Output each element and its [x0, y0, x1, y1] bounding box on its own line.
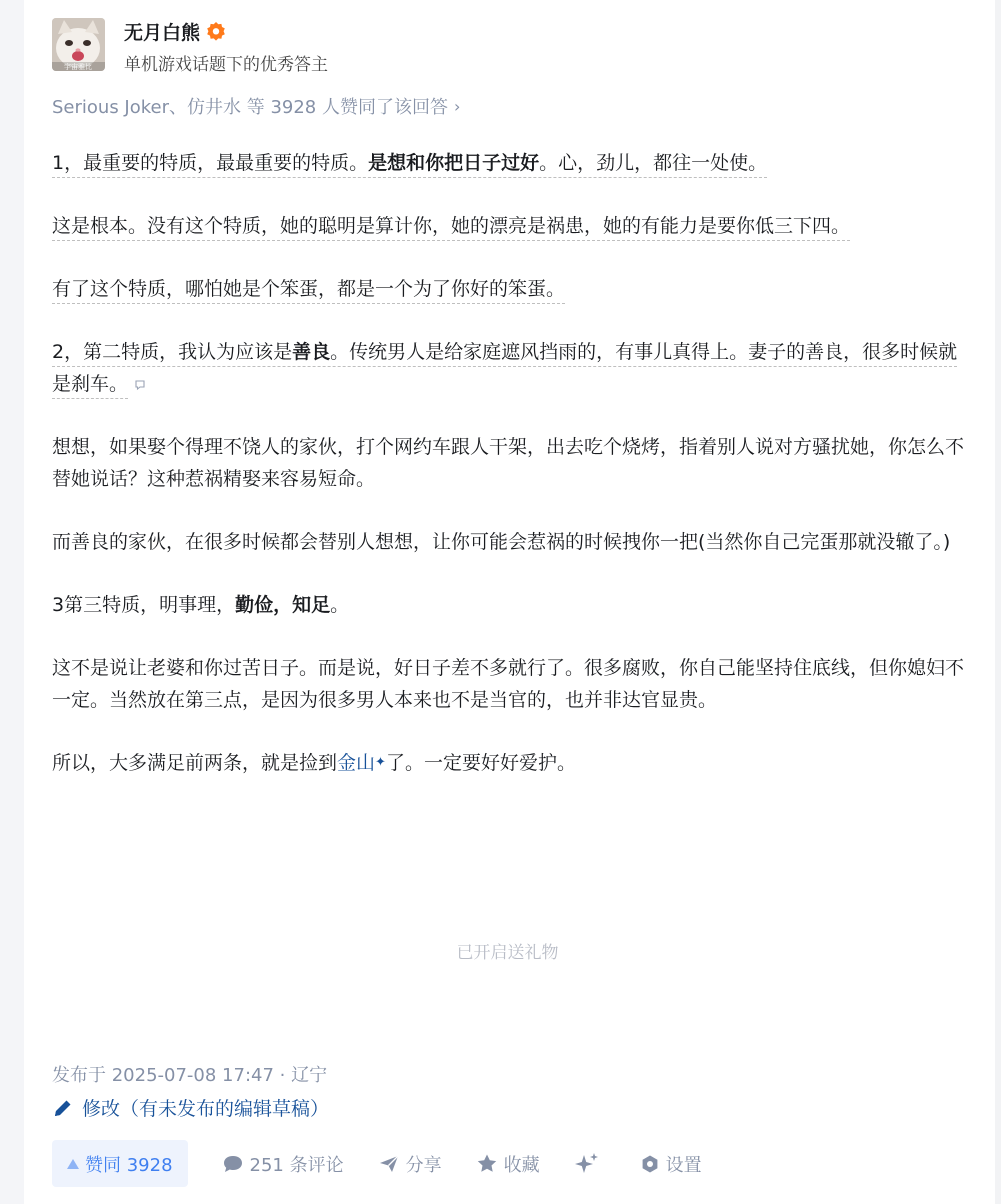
- comment-bubble-icon: [222, 1154, 244, 1174]
- gear-icon: [640, 1154, 660, 1174]
- ai-sparkle-icon: [574, 1152, 600, 1176]
- author-description: 单机游戏话题下的优秀答主: [124, 55, 328, 75]
- edit-button[interactable]: [52, 1094, 329, 1121]
- star-icon: [476, 1153, 498, 1174]
- likers-summary[interactable]: [52, 93, 460, 119]
- chevron-right-icon: ›: [453, 96, 461, 116]
- avatar-watermark: 宇宙雅比: [64, 63, 92, 71]
- collect-label: 收藏: [503, 1154, 540, 1176]
- edit-label: 修改（有未发布的编辑草稿）: [82, 1098, 330, 1120]
- author-name[interactable]: 无月白熊: [124, 21, 201, 44]
- comments-button[interactable]: [222, 1151, 344, 1177]
- upvote-button[interactable]: [52, 1140, 188, 1187]
- paragraph-7: 3第三特质，明事理，勤俭，知足。: [52, 594, 350, 616]
- share-label: 分享: [405, 1154, 442, 1176]
- likers-text: Serious Joker、仿井水 等 3928 人赞同了该回答: [52, 97, 448, 118]
- author-name-row: [124, 18, 226, 44]
- sparkle-icon: ✦: [375, 755, 386, 770]
- highlighted-sentence[interactable]: 有了这个特质，哪怕她是个笨蛋，都是一个为了你好的笨蛋。: [52, 278, 565, 304]
- pencil-icon: [52, 1097, 74, 1119]
- ai-sparkle-button[interactable]: [574, 1152, 606, 1176]
- search-link-jinshan[interactable]: 金山: [337, 752, 376, 774]
- cat-avatar-image: [52, 18, 105, 71]
- collect-button[interactable]: [476, 1151, 540, 1177]
- scrollbar-track[interactable]: [995, 0, 1001, 1204]
- publish-info[interactable]: 发布于 2025-07-08 17:47 · 辽宁: [52, 1065, 328, 1086]
- share-button[interactable]: [378, 1151, 442, 1177]
- paragraph-4: [52, 336, 970, 400]
- paragraph-2: [52, 210, 970, 242]
- paragraph-3: [52, 273, 970, 305]
- highlighted-sentence[interactable]: 这是根本。没有这个特质，她的聪明是算计你，她的漂亮是祸患，她的有能力是要你低三下四。: [52, 215, 850, 241]
- triangle-up-icon: [67, 1159, 79, 1169]
- paragraph-1: [52, 147, 970, 179]
- action-bar: [52, 1140, 702, 1187]
- highlighted-sentence[interactable]: 1，最重要的特质，最最重要的特质。是想和你把日子过好。心，劲儿，都往一处使。: [52, 152, 767, 178]
- inline-comment-icon[interactable]: [134, 379, 146, 391]
- answer-content: [52, 147, 970, 810]
- paragraph-5: 想想，如果娶个得理不饶人的家伙，打个网约车跟人干架，出去吃个烧烤，指着别人说对方骚扰她，你怎么不替她说话？这种惹祸精娶来容易短命。: [52, 436, 965, 490]
- gift-status: 已开启送礼物: [456, 943, 559, 963]
- highlighted-sentence[interactable]: 2，第二特质，我认为应该是善良。传统男人是给家庭遮风挡雨的，有事儿真得上。妻子的善良，很多时候就是刹车。: [52, 341, 957, 399]
- paragraph-6: 而善良的家伙，在很多时候都会替别人想想，让你可能会惹祸的时候拽你一把(当然你自己完蛋那就没辙了。): [52, 531, 951, 553]
- paragraph-8: 这不是说让老婆和你过苦日子。而是说，好日子差不多就行了。很多腐败，你自己能坚持住底线，但你媳妇不一定。当然放在第三点，是因为很多男人本来也不是当官的，也并非达官显贵。: [52, 657, 965, 711]
- paper-plane-icon: [378, 1154, 400, 1174]
- paragraph-9: 所以，大多满足前两条，就是捡到金山✦了。一定要好好爱护。: [52, 752, 576, 774]
- verified-badge-icon: [206, 21, 226, 41]
- answer-card: [24, 0, 1001, 1204]
- upvote-label: 赞同 3928: [85, 1154, 173, 1176]
- avatar[interactable]: [52, 18, 105, 71]
- comments-label: 251 条评论: [249, 1154, 344, 1176]
- settings-label: 设置: [665, 1154, 702, 1176]
- settings-button[interactable]: [640, 1151, 702, 1177]
